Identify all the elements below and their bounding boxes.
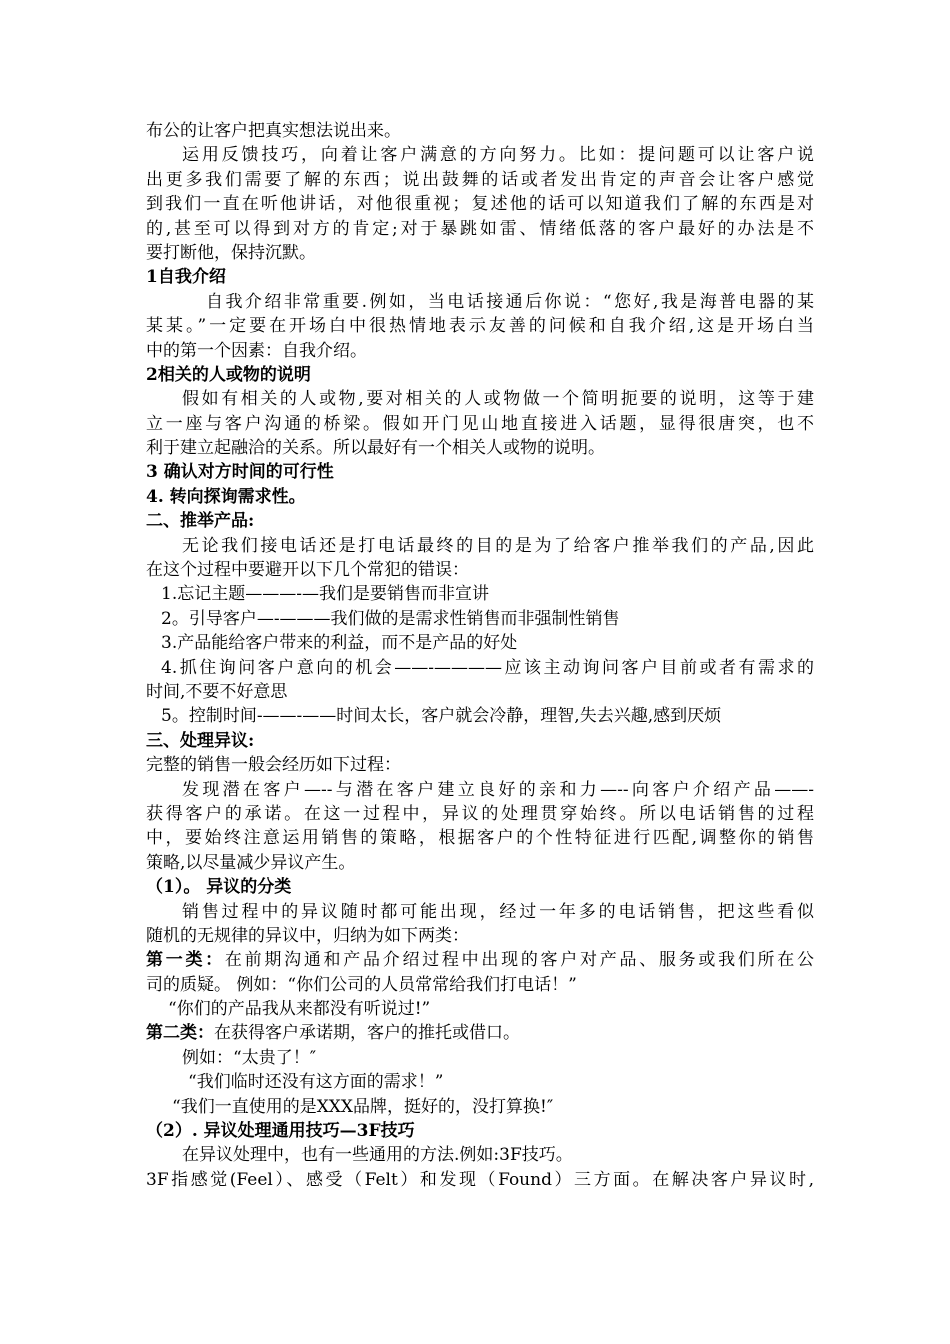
section-heading: 4. 转向探询需求性。 xyxy=(146,486,306,507)
section-heading: 1自我介绍 xyxy=(146,267,226,288)
section-heading: 三、处理异议: xyxy=(146,730,255,751)
paragraph-line: 司的质疑。 例如：“你们公司的人员常常给我们打电话！” xyxy=(146,974,577,995)
list-item: 4.抓住询问客户意向的机会——-————应该主动询问客户目前或者有需求的 xyxy=(161,657,814,678)
paragraph-line: 完整的销售一般会经历如下过程： xyxy=(146,755,401,776)
paragraph-line: 运用反馈技巧，向着让客户满意的方向努力。比如：提问题可以让客户说 xyxy=(182,145,814,166)
paragraph-line: 利于建立起融洽的关系。所以最好有一个相关人或物的说明。 xyxy=(146,438,605,459)
section-heading: 2相关的人或物的说明 xyxy=(146,364,311,385)
paragraph-line: 获得客户的承诺。在这一过程中，异议的处理贯穿始终。所以电话销售的过程 xyxy=(146,803,814,824)
paragraph-line: 在异议处理中，也有一些通用的方法.例如:3F技巧。 xyxy=(182,1145,573,1166)
paragraph-line: 中的第一个因素：自我介绍。 xyxy=(146,340,367,361)
list-item: 1.忘记主题———-—我们是要销售而非宣讲 xyxy=(161,584,489,605)
subsection-heading: （1）。 异议的分类 xyxy=(146,877,292,898)
paragraph-line: 随机的无规律的异议中，归纳为如下两类： xyxy=(146,925,469,946)
paragraph-line: 假如有相关的人或物,要对相关的人或物做一个简明扼要的说明，这等于建 xyxy=(182,389,814,410)
list-item-continuation: 时间,不要不好意思 xyxy=(146,681,288,702)
quote-line: 例如：“太贵了！″ xyxy=(182,1047,317,1068)
list-item: 3.产品能给客户带来的利益，而不是产品的好处 xyxy=(161,633,518,654)
subsection-heading: （2）. 异议处理通用技巧—3F技巧 xyxy=(146,1121,415,1142)
paragraph-line: 发现潜在客户—--与潜在客户建立良好的亲和力—--向客户介绍产品——- xyxy=(182,779,814,800)
quote-line: “我们临时还没有这方面的需求！” xyxy=(188,1072,444,1093)
quote-line: “我们一直使用的是XXX品牌，挺好的，没打算换!″ xyxy=(172,1096,554,1117)
paragraph-line: 销售过程中的异议随时都可能出现，经过一年多的电话销售，把这些看似 xyxy=(182,901,814,922)
paragraph-line: 立一座与客户沟通的桥梁。假如开门见山地直接进入话题，显得很唐突，也不 xyxy=(146,413,814,434)
paragraph-line: 3F指感觉(Feel）、感受（Felt）和发现（Found）三方面。在解决客户异议时, xyxy=(146,1169,814,1190)
paragraph-line: 的,甚至可以得到对方的肯定;对于暴跳如雷、情绪低落的客户最好的办法是不 xyxy=(146,218,814,239)
paragraph-line: 策略,以尽量减少异议产生。 xyxy=(146,852,356,873)
first-class-label: 第一类： xyxy=(146,950,225,971)
list-item: 5。控制时间-——-——时间太长，客户就会冷静，理智,失去兴趣,感到厌烦 xyxy=(161,706,722,727)
second-class-text: 在获得客户承诺期，客户的推托或借口。 xyxy=(214,1023,520,1044)
paragraph-line: 要打断他，保持沉默。 xyxy=(146,242,316,263)
paragraph-line xyxy=(146,1021,814,1045)
paragraph-line: 布公的让客户把真实想法说出来。 xyxy=(146,121,401,141)
paragraph-line: 到我们一直在听他讲话，对他很重视；复述他的话可以知道我们了解的东西是对 xyxy=(146,194,814,215)
paragraph-line: 无论我们接电话还是打电话最终的目的是为了给客户推举我们的产品,因此 xyxy=(182,535,814,556)
section-heading: 3 确认对方时间的可行性 xyxy=(146,462,334,483)
quote-line: “你们的产品我从来都没有听说过!” xyxy=(168,999,431,1020)
second-class-label: 第二类： xyxy=(146,1023,214,1044)
paragraph-line: 在这个过程中要避开以下几个常犯的错误： xyxy=(146,560,469,581)
list-item: 2。引导客户—-———我们做的是需求性销售而非强制性销售 xyxy=(161,608,620,629)
paragraph-line: 某某。”一定要在开场白中很热情地表示友善的问候和自我介绍,这是开场白当 xyxy=(146,316,814,337)
paragraph-line xyxy=(146,948,814,972)
paragraph-line: 中，要始终注意运用销售的策略，根据客户的个性特征进行匹配,调整你的销售 xyxy=(146,828,814,849)
document-page xyxy=(146,119,814,1192)
paragraph-line: 出更多我们需要了解的东西；说出鼓舞的话或者发出肯定的声音会让客户感觉 xyxy=(146,169,814,190)
section-heading: 二、推举产品: xyxy=(146,511,255,532)
first-class-text: 在前期沟通和产品介绍过程中出现的客户对产品、服务或我们所在公 xyxy=(224,950,815,971)
paragraph-line: 自我介绍非常重要.例如，当电话接通后你说：“您好,我是海普电器的某 xyxy=(206,291,814,312)
